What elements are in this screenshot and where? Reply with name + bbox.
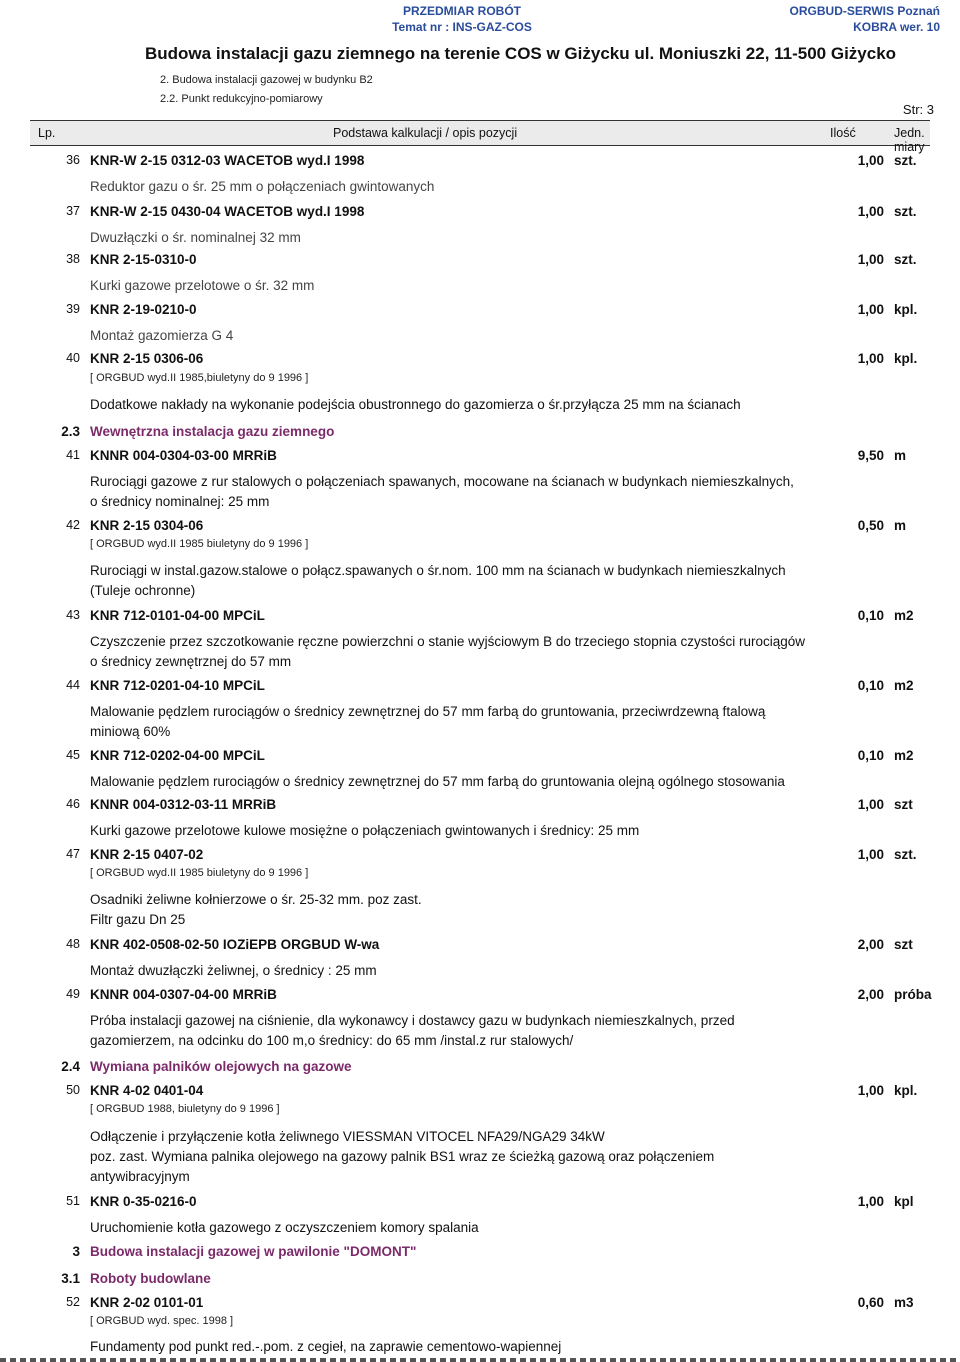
row-description-cont: o średnicy nominalnej: 25 mm [90, 494, 270, 509]
row-code: KNR 2-19-0210-0 [90, 302, 197, 317]
section-number: 3 [72, 1244, 80, 1259]
row-description-cont: poz. zast. Wymiana palnika olejowego na gazowy palnik BS1 wraz ze ścieżką gazową oraz połączeniem [90, 1149, 715, 1164]
row-number: 40 [66, 351, 80, 365]
row-code: KNR 712-0201-04-10 MPCiL [90, 678, 265, 693]
row-description: Montaż dwuzłączki żeliwnej, o średnicy : 25 mm [90, 963, 377, 978]
row-code: KNR-W 2-15 0312-03 WACETOB wyd.I 1998 [90, 153, 365, 168]
row-unit: szt [894, 937, 913, 952]
row-qty: 1,00 [857, 252, 884, 267]
col-lp: Lp. [38, 126, 56, 140]
row-description: Reduktor gazu o śr. 25 mm o połączeniach gwintowanych [90, 179, 435, 194]
row-code: KNR-W 2-15 0430-04 WACETOB wyd.I 1998 [90, 204, 365, 219]
row-unit: m2 [894, 678, 914, 693]
row-code: KNNR 004-0312-03-11 MRRiB [90, 797, 277, 812]
row-description-cont: (Tuleje ochronne) [90, 583, 196, 598]
row-description: Osadniki żeliwne kołnierzowe o śr. 25-32 mm. poz zast. [90, 892, 422, 907]
row-qty: 0,50 [857, 518, 884, 533]
row-code: KNNR 004-0304-03-00 MRRiB [90, 448, 277, 463]
row-qty: 9,50 [857, 448, 884, 463]
row-note: [ ORGBUD 1988, biuletyny do 9 1996 ] [90, 1103, 280, 1115]
page-number: Str: 3 [902, 102, 934, 117]
row-unit: szt. [894, 847, 917, 862]
row-unit: kpl [894, 1194, 914, 1209]
row-code: KNR 2-02 0101-01 [90, 1295, 204, 1310]
report-type: PRZEDMIAR ROBÓT [403, 4, 521, 18]
row-number: 47 [66, 847, 80, 861]
row-description-cont: o średnicy zewnętrznej do 57 mm [90, 654, 292, 669]
row-unit: m [894, 518, 907, 533]
row-number: 36 [66, 153, 80, 167]
row-number: 37 [66, 204, 80, 218]
row-note: [ ORGBUD wyd.II 1985 biuletyny do 9 1996 ] [90, 538, 309, 550]
row-unit: m2 [894, 608, 914, 623]
col-qty: Ilość [830, 126, 856, 140]
company-name: ORGBUD-SERWIS Poznań [789, 4, 940, 18]
col-basis: Podstawa kalkulacji / opis pozycji [333, 126, 518, 140]
document-title: Budowa instalacji gazu ziemnego na terenie COS w Giżycku ul. Moniuszki 22, 11-500 Giżycko [145, 44, 897, 63]
row-number: 39 [66, 302, 80, 316]
row-qty: 1,00 [857, 1083, 884, 1098]
row-number: 51 [66, 1194, 80, 1208]
row-qty: 1,00 [857, 1194, 884, 1209]
row-description: Dwuzłączki o śr. nominalnej 32 mm [90, 230, 301, 245]
section-title: Wewnętrzna instalacja gazu ziemnego [90, 424, 335, 439]
row-description-cont: miniową 60% [90, 724, 171, 739]
row-description: Próba instalacji gazowej na ciśnienie, dla wykonawcy i dostawcy gazu w budynkach niemieszkalnych, przed [90, 1013, 735, 1028]
section-title: Wymiana palników olejowych na gazowe [90, 1059, 352, 1074]
col-unit: Jedn. miary [894, 126, 925, 154]
section-title: Budowa instalacji gazowej w pawilonie "DOMONT" [90, 1244, 417, 1259]
section-number: 2.3 [61, 424, 80, 439]
row-number: 48 [66, 937, 80, 951]
row-unit: szt. [894, 204, 917, 219]
section-number: 2.4 [61, 1059, 80, 1074]
row-unit: szt. [894, 153, 917, 168]
row-description: Dodatkowe nakłady na wykonanie podejścia obustronnego do gazomierza o śr.przyłącza 25 mm na ścianach [90, 397, 741, 412]
row-qty: 1,00 [857, 302, 884, 317]
row-description: Rurociągi gazowe z rur stalowych o połączeniach spawanych, mocowane na ścianach w budynkach niemieszkalnych, [90, 474, 794, 489]
page-bottom-rule [0, 1358, 960, 1362]
row-number: 38 [66, 252, 80, 266]
row-description: Fundamenty pod punkt red.-.pom. z cegieł, na zaprawie cementowo-wapiennej [90, 1339, 562, 1354]
row-note: [ ORGBUD wyd.II 1985 biuletyny do 9 1996 ] [90, 867, 309, 879]
table-header [30, 120, 930, 154]
row-unit: szt. [894, 252, 917, 267]
section-number: 3.1 [61, 1271, 80, 1286]
row-code: KNR 2-15 0407-02 [90, 847, 204, 862]
row-code: KNR 712-0202-04-00 MPCiL [90, 748, 265, 763]
row-unit: m2 [894, 748, 914, 763]
row-description: Uruchomienie kotła gazowego z oczyszczeniem komory spalania [90, 1220, 479, 1235]
row-number: 42 [66, 518, 80, 532]
row-code: KNR 2-15 0306-06 [90, 351, 204, 366]
row-qty: 1,00 [857, 204, 884, 219]
row-number: 46 [66, 797, 80, 811]
row-unit: próba [894, 987, 932, 1002]
row-code: KNNR 004-0307-04-00 MRRiB [90, 987, 277, 1002]
row-description: Malowanie pędzlem rurociągów o średnicy zewnętrznej do 57 mm farbą do gruntowania, przeciwrdzewną ftalową [90, 704, 766, 719]
row-number: 45 [66, 748, 80, 762]
row-description: Kurki gazowe przelotowe o śr. 32 mm [90, 278, 315, 293]
row-code: KNR 712-0101-04-00 MPCiL [90, 608, 265, 623]
row-description: Montaż gazomierza G 4 [90, 328, 234, 343]
section-title: Roboty budowlane [90, 1271, 211, 1286]
row-description: Rurociągi w instal.gazow.stalowe o połącz.spawanych o śr.nom. 100 mm na ścianach w budynkach niemieszkalnych [90, 563, 786, 578]
row-unit: kpl. [894, 302, 918, 317]
row-code: KNR 2-15 0304-06 [90, 518, 204, 533]
row-note: [ ORGBUD wyd.II 1985,biuletyny do 9 1996 ] [90, 372, 309, 384]
row-qty: 0,10 [857, 748, 884, 763]
row-unit: kpl. [894, 1083, 918, 1098]
row-unit: kpl. [894, 351, 918, 366]
row-number: 43 [66, 608, 80, 622]
row-description: Czyszczenie przez szczotkowanie ręczne powierzchni o stanie wyjściowym B do trzeciego stopnia czystości rurociągów [90, 634, 806, 649]
row-qty: 0,10 [857, 678, 884, 693]
row-description: Kurki gazowe przelotowe kulowe mosiężne o połączeniach gwintowanych i średnicy: 25 mm [90, 823, 640, 838]
topic-number: Temat nr : INS-GAZ-COS [392, 20, 532, 34]
row-code: KNR 2-15-0310-0 [90, 252, 197, 267]
row-description-cont: antywibracyjnym [90, 1169, 190, 1184]
row-qty: 2,00 [857, 987, 884, 1002]
row-number: 44 [66, 678, 80, 692]
subtitle-section: 2. Budowa instalacji gazowej w budynku B2 [160, 74, 373, 86]
subtitle-subsection: 2.2. Punkt redukcyjno-pomiarowy [160, 93, 323, 105]
row-qty: 1,00 [857, 847, 884, 862]
row-code: KNR 4-02 0401-04 [90, 1083, 204, 1098]
row-code: KNR 0-35-0216-0 [90, 1194, 197, 1209]
row-unit: m [894, 448, 907, 463]
row-qty: 0,60 [857, 1295, 884, 1310]
row-number: 52 [66, 1295, 80, 1309]
row-note: [ ORGBUD wyd. spec. 1998 ] [90, 1315, 234, 1327]
row-qty: 2,00 [857, 937, 884, 952]
row-description-cont: gazomierzem, na odcinku do 100 m,o średnicy: do 65 mm /instal.z rur stalowych/ [90, 1033, 574, 1048]
row-qty: 1,00 [857, 351, 884, 366]
row-qty: 1,00 [857, 797, 884, 812]
row-description-cont: Filtr gazu Dn 25 [90, 912, 186, 927]
row-description: Malowanie pędzlem rurociągów o średnicy zewnętrznej do 57 mm farbą do gruntowania olejną ogólnego stosowania [90, 774, 785, 789]
row-qty: 1,00 [857, 153, 884, 168]
row-number: 50 [66, 1083, 80, 1097]
row-code: KNR 402-0508-02-50 IOZiEPB ORGBUD W-wa [90, 937, 380, 952]
row-unit: m3 [894, 1295, 914, 1310]
row-number: 41 [66, 448, 80, 462]
row-qty: 0,10 [857, 608, 884, 623]
row-number: 49 [66, 987, 80, 1001]
row-description: Odłączenie i przyłączenie kotła żeliwnego VIESSMAN VITOCEL NFA29/NGA29 34kW [90, 1129, 605, 1144]
row-unit: szt [894, 797, 913, 812]
software-version: KOBRA wer. 10 [853, 20, 940, 34]
